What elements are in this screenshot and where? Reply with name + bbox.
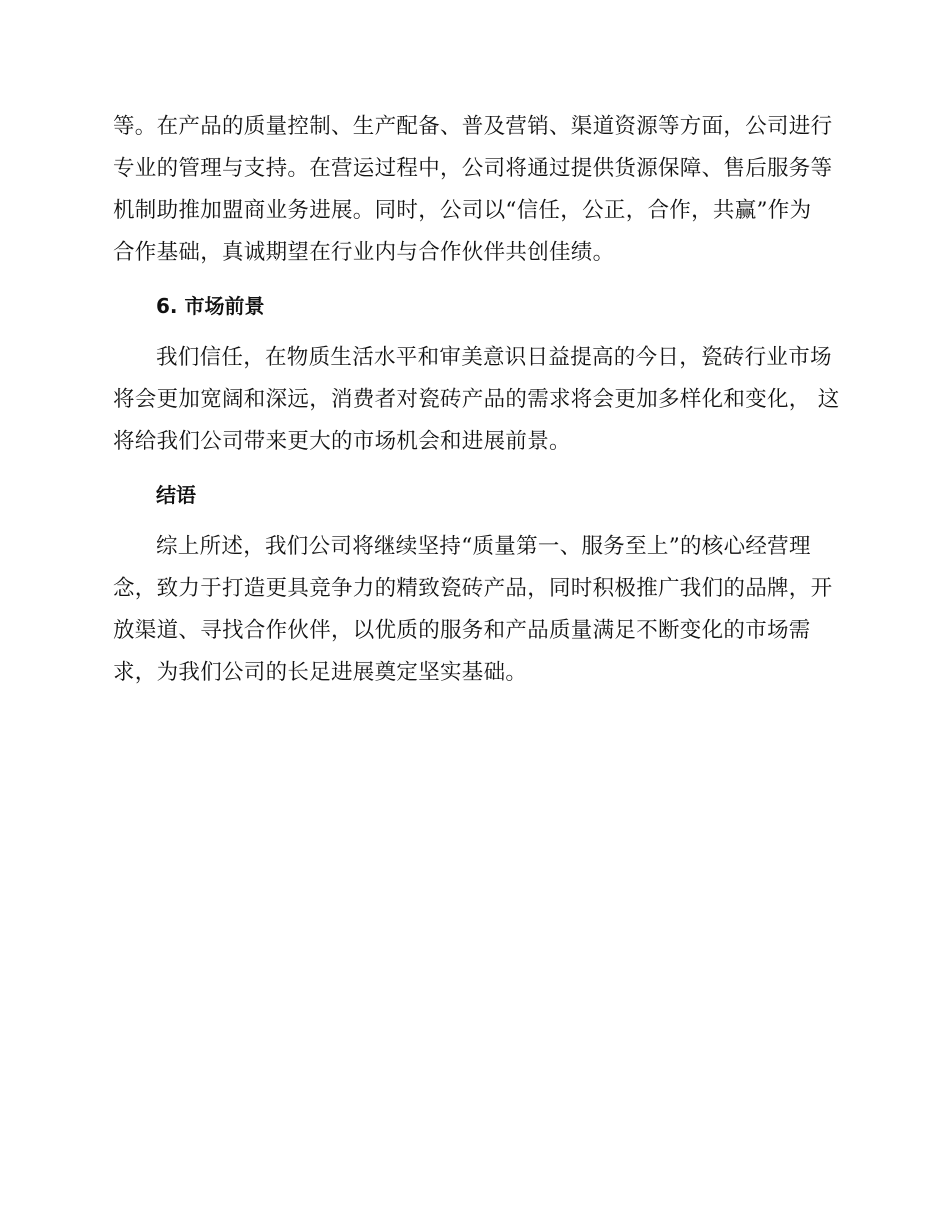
paragraph-line: 将会更加宽阔和深远，消费者对瓷砖产品的需求将会更加多样化和变化， 这 xyxy=(113,387,840,412)
paragraph-line: 将给我们公司带来更大的市场机会和进展前景。 xyxy=(113,429,571,454)
conclusion-heading: 结语 xyxy=(156,483,196,507)
paragraph-line: 求，为我们公司的长足进展奠定坚实基础。 xyxy=(113,660,528,685)
market-outlook-paragraph xyxy=(113,337,838,463)
document-body xyxy=(113,106,838,694)
paragraph-line: 综上所述，我们公司将继续坚持“质量第一、服务至上”的核心经营理 xyxy=(156,534,811,559)
paragraph-line: 我们信任，在物质生活水平和审美意识日益提高的今日，瓷砖行业市场 xyxy=(156,345,832,370)
paragraph-line: 专业的管理与支持。在营运过程中，公司将通过提供货源保障、售后服务等 xyxy=(113,156,833,181)
conclusion-paragraph xyxy=(113,526,838,694)
intro-paragraph xyxy=(113,106,838,274)
paragraph-line: 机制助推加盟商业务进展。同时，公司以“信任，公正，合作，共赢”作为 xyxy=(113,198,812,223)
paragraph-line: 放渠道、寻找合作伙伴，以优质的服务和产品质量满足不断变化的市场需 xyxy=(113,618,811,643)
paragraph-line: 等。在产品的质量控制、生产配备、普及营销、渠道资源等方面，公司进行 xyxy=(113,114,833,139)
paragraph-line: 念，致力于打造更具竞争力的精致瓷砖产品，同时积极推广我们的品牌，开 xyxy=(113,576,833,601)
paragraph-line: 合作基础，真诚期望在行业内与合作伙伴共创佳绩。 xyxy=(113,240,615,265)
market-outlook-heading: 6. 市场前景 xyxy=(156,294,265,318)
